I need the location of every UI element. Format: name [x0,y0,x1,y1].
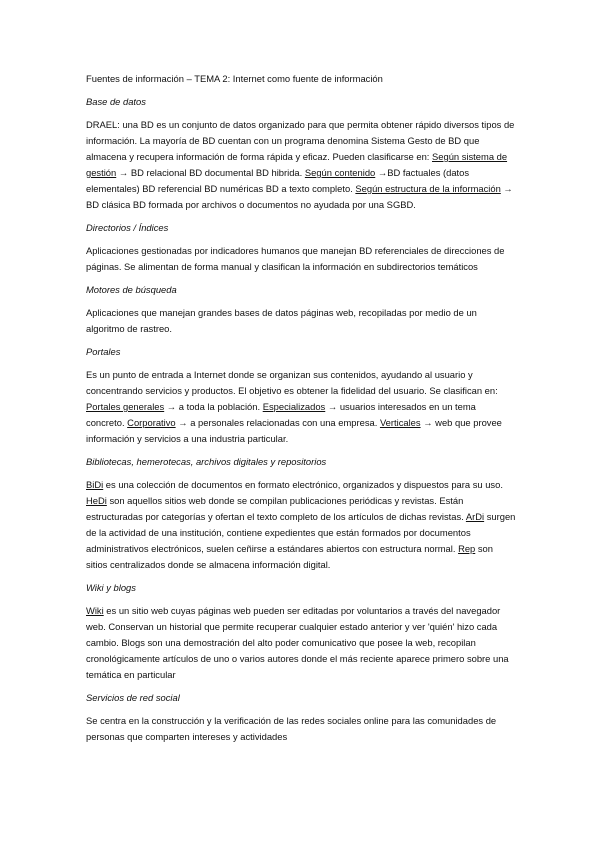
section-heading-portales: Portales [86,346,121,357]
document-body [86,71,516,752]
paragraph-redes: Se centra en la construcción y la verificación de las redes sociales online para las comunidades de personas que comparten intereses y actividades [86,715,497,742]
section-heading-base-de-datos: Base de datos [86,96,146,107]
paragraph-portales [86,367,516,447]
section-heading-bibliotecas: Bibliotecas, hemerotecas, archivos digitales y repositorios [86,456,327,467]
term-portales-generales: Portales generales [86,401,165,412]
paragraph-wiki [86,603,516,683]
paragraph-motores: Aplicaciones que manejan grandes bases de datos páginas web, recopiladas por medio de un algoritmo de rastreo. [86,307,477,334]
section-heading-redes: Servicios de red social [86,692,180,703]
section-heading-motores: Motores de búsqueda [86,284,177,295]
text-run: son aquellos sitios web donde se compilan publicaciones periódicas y revistas. Están estructuradas por categorías y ofertan el texto completo de los artículos de dichas revistas. [86,495,466,522]
term-segun-sistema-de-gestion: Según sistema de gestión [86,151,508,178]
text-run: → BD clásica BD formada por archivos o documentos no ayudada por una SGBD. [86,183,513,210]
text-run: → usuarios interesados en un tema concreto. [86,401,476,428]
document-title: Fuentes de información – TEMA 2: Internet como fuente de información [86,73,383,84]
text-run: es un sitio web cuyas páginas web pueden ser editadas por voluntarios a través del navegador web. Conservan un historial que permite recuperar cualquier estado anterior y ver 'quién' hizo cada cambio. Blogs son una demostración del alto poder comunicativo que posee la web, recopilan cronológicamente artículos de uno o varios autores donde el más reciente aparece primero sobre una temática en particular [86,605,509,680]
term-bidi: BiDi [86,479,104,490]
text-run: DRAEL: una BD es un conjunto de datos organizado para que permita obtener rápido diversos tipos de información. La mayoría de BD cuentan con un programa denomina Sistema Gesto de BD que almacena y recupera información de forma rápida y eficaz. Pueden clasificarse en: [86,119,515,162]
term-especializados: Especializados [262,401,326,412]
term-rep: Rep [458,543,476,554]
text-run: Es un punto de entrada a Internet donde se organizan sus contenidos, ayudando al usuario y concentrando servicios y productos. El objetivo es obtener la fidelidad del usuario. Se clasifican en: [86,369,498,396]
term-segun-estructura: Según estructura de la información [355,183,501,194]
term-segun-contenido: Según contenido [304,167,376,178]
text-run: son sitios centralizados donde se almacena información digital. [86,543,493,570]
paragraph-directorios: Aplicaciones gestionadas por indicadores humanos que manejan BD referenciales de direcciones de páginas. Se alimentan de forma manual y clasifican la información en subdirectorios temáticos [86,245,505,272]
term-wiki: Wiki [86,605,104,616]
term-corporativo: Corporativo [127,417,176,428]
paragraph-bibliotecas [86,477,516,573]
term-hedi: HeDi [86,495,107,506]
section-heading-directorios: Directorios / Índices [86,222,169,233]
paragraph-base-de-datos [86,117,516,213]
text-run: es una colección de documentos en formato electrónico, organizados y dispuestos para su uso. [103,479,503,490]
text-run: →BD factuales (datos elementales) BD referencial BD numéricas BD a texto completo. [86,167,470,194]
text-run: → a personales relacionadas con una empresa. [175,417,380,428]
term-verticales: Verticales [379,417,421,428]
section-heading-wiki: Wiki y blogs [86,582,136,593]
text-run: → BD relacional BD documental BD hibrida. [116,167,305,178]
term-ardi: ArDi [465,511,485,522]
text-run: → a toda la población. [164,401,263,412]
text-run: surgen de la actividad de una institución, contiene expedientes que están formados por documentos administrativos electrónicos, suelen ceñirse a estándares abiertos con estructura normal. [86,511,516,554]
text-run: → web que provee información y servicios a una industria particular. [86,417,502,444]
